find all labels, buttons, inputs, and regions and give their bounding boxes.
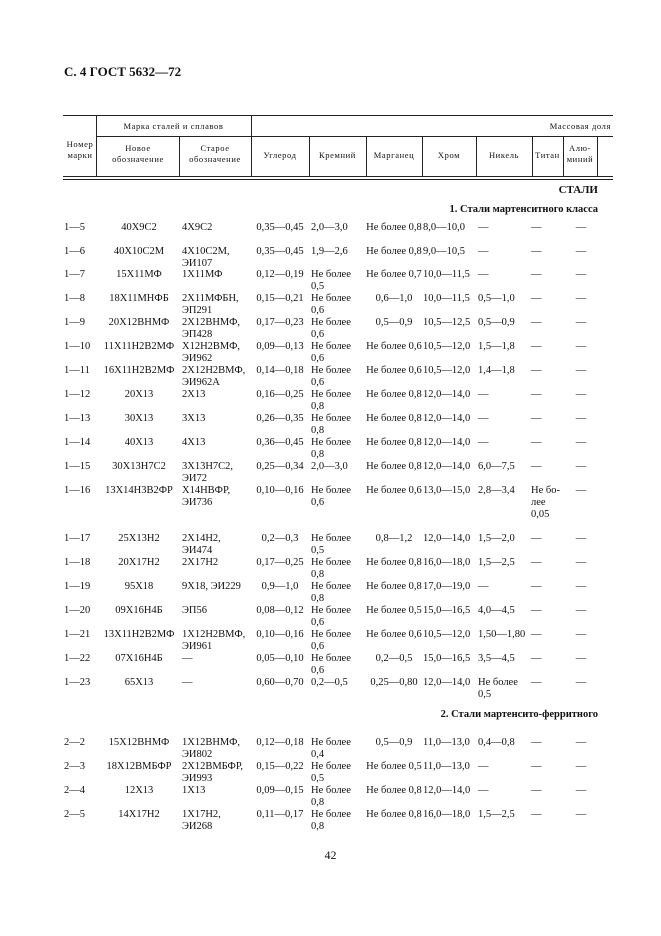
cell-old: 4Х9С2	[182, 222, 213, 233]
cell-mn: Не более 0,5	[366, 605, 422, 616]
cell-new: 12Х13	[124, 785, 154, 796]
main-heading: СТАЛИ	[558, 184, 598, 196]
cell-al: —	[575, 437, 587, 448]
cell-ti: —	[531, 437, 542, 448]
header-nickel: Никель	[488, 150, 520, 160]
cell-new: 13Х14Н3В2ФР	[105, 485, 173, 496]
cell-old: 2Х12ВНМФ, ЭП428	[182, 317, 241, 340]
cell-c: 0,12—0,19	[256, 269, 304, 280]
cell-old: 2Х14Н2, ЭИ474	[182, 533, 221, 556]
cell-c: 0,15—0,22	[256, 761, 304, 772]
cell-new: 25Х13Н2	[118, 533, 160, 544]
cell-cr: 13,0—15,0	[423, 485, 471, 496]
cell-old: 2Х17Н2	[182, 557, 219, 568]
cell-cr: 10,5—12,0	[423, 365, 471, 376]
cell-cr: 10,0—11,5	[423, 269, 470, 280]
cell-cr: 15,0—16,5	[423, 653, 471, 664]
cell-new: 65Х13	[124, 677, 154, 688]
cell-cr: 16,0—18,0	[423, 809, 471, 820]
cell-al: —	[575, 557, 587, 568]
cell-ni: 0,5—0,9	[478, 317, 515, 328]
cell-si: Не более 0,6	[311, 605, 351, 628]
cell-si: Не более 0,8	[311, 785, 351, 808]
cell-old: 2Х11МФБН, ЭП291	[182, 293, 239, 316]
cell-old: —	[182, 653, 193, 664]
cell-old: —	[182, 677, 193, 688]
cell-num: 1—15	[64, 461, 91, 472]
cell-si: 1,9—2,6	[311, 246, 348, 257]
cell-mn: Не более 0,6	[366, 341, 422, 352]
cell-ti: —	[531, 653, 542, 664]
cell-si: Не более 0,6	[311, 629, 351, 652]
cell-cr: 10,5—12,5	[423, 317, 471, 328]
cell-num: 1—14	[64, 437, 91, 448]
cell-c: 0,12—0,18	[256, 737, 304, 748]
cell-mn: Не более 0,5	[366, 761, 422, 772]
cell-new: 11Х11Н2В2МФ	[103, 341, 175, 352]
cell-ti: —	[531, 293, 542, 304]
cell-mn: 0,8—1,2	[375, 533, 413, 544]
cell-ni: 6,0—7,5	[478, 461, 515, 472]
cell-old: 1Х12Н2ВМФ, ЭИ961	[182, 629, 246, 652]
cell-mn: Не более 0,8	[366, 785, 422, 796]
cell-new: 13Х11Н2В2МФ	[103, 629, 175, 640]
cell-mn: Не более 0,8	[366, 389, 422, 400]
cell-ti: —	[531, 605, 542, 616]
cell-c: 0,26—0,35	[256, 413, 304, 424]
cell-al: —	[575, 677, 587, 688]
cell-cr: 16,0—18,0	[423, 557, 471, 568]
cell-new: 20Х12ВНМФ	[108, 317, 170, 328]
page-number: 42	[324, 848, 337, 862]
cell-si: Не более 0,6	[311, 485, 351, 508]
cell-ti: —	[531, 222, 542, 233]
cell-ni: 2,8—3,4	[478, 485, 515, 496]
cell-new: 09Х16Н4Б	[115, 605, 163, 616]
cell-num: 1—18	[64, 557, 91, 568]
cell-old: 4Х10С2М, ЭИ107	[182, 246, 230, 269]
cell-new: 18Х11МНФБ	[109, 293, 169, 304]
cell-al: —	[575, 761, 587, 772]
cell-ti: —	[531, 785, 542, 796]
cell-mn: Не более 0,6	[366, 365, 422, 376]
cell-cr: 9,0—10,5	[423, 246, 465, 257]
cell-new: 15Х11МФ	[116, 269, 162, 280]
cell-num: 1—5	[64, 222, 85, 233]
cell-ni: —	[478, 761, 489, 772]
cell-ti: —	[531, 461, 542, 472]
cell-mn: Не более 0,8	[366, 437, 422, 448]
cell-mn: Не более 0,7	[366, 269, 422, 280]
cell-si: 2,0—3,0	[311, 222, 348, 233]
cell-mn: 0,5—0,9	[375, 317, 413, 328]
cell-ni: 0,4—0,8	[478, 737, 515, 748]
cell-num: 2—4	[64, 785, 85, 796]
cell-ni: —	[478, 389, 489, 400]
cell-ni: 1,5—2,5	[478, 809, 515, 820]
cell-cr: 12,0—14,0	[423, 785, 471, 796]
cell-old: 1Х13	[182, 785, 206, 796]
cell-c: 0,36—0,45	[256, 437, 304, 448]
cell-al: —	[575, 222, 587, 233]
cell-si: Не более 0,8	[311, 389, 351, 412]
col-divider	[597, 136, 598, 176]
cell-al: —	[575, 341, 587, 352]
cell-c: 0,15—0,21	[256, 293, 304, 304]
cell-si: Не более 0,6	[311, 653, 351, 676]
cell-old: 1Х17Н2, ЭИ268	[182, 809, 221, 832]
cell-mn: Не более 0,6	[366, 629, 422, 640]
cell-old: 2Х13	[182, 389, 206, 400]
cell-old: 1Х11МФ	[182, 269, 223, 280]
header-manganese: Марганец	[373, 150, 415, 160]
cell-num: 1—23	[64, 677, 91, 688]
cell-num: 2—3	[64, 761, 85, 772]
header-staroe: Старое обозначение	[189, 143, 241, 164]
cell-al: —	[575, 533, 587, 544]
cell-old: 3Х13Н7С2, ЭИ72	[182, 461, 234, 484]
cell-new: 16Х11Н2В2МФ	[103, 365, 175, 376]
cell-c: 0,2—0,3	[261, 533, 299, 544]
header-carbon: Углерод	[263, 150, 297, 160]
cell-al: —	[575, 246, 587, 257]
cell-ni: 1,5—2,5	[478, 557, 515, 568]
header-bottom-rule	[63, 176, 613, 177]
cell-ni: 1,5—2,0	[478, 533, 515, 544]
cell-old: Х14НВФР, ЭИ736	[182, 485, 231, 508]
header-massovaya: Массовая доля	[549, 121, 611, 131]
cell-num: 1—10	[64, 341, 91, 352]
cell-old: Х12Н2ВМФ, ЭИ962	[182, 341, 241, 364]
cell-cr: 12,0—14,0	[423, 533, 471, 544]
cell-ti: —	[531, 365, 542, 376]
cell-num: 1—17	[64, 533, 91, 544]
cell-ni: —	[478, 581, 489, 592]
cell-num: 1—22	[64, 653, 91, 664]
cell-old: 1Х12ВНМФ, ЭИ802	[182, 737, 241, 760]
cell-num: 2—2	[64, 737, 85, 748]
cell-si: 2,0—3,0	[311, 461, 348, 472]
cell-si: Не более 0,6	[311, 341, 351, 364]
cell-ti: —	[531, 389, 542, 400]
cell-al: —	[575, 809, 587, 820]
cell-si: Не более 0,5	[311, 269, 351, 292]
cell-mn: 0,5—0,9	[375, 737, 413, 748]
cell-mn: 0,6—1,0	[375, 293, 413, 304]
col-divider	[179, 136, 180, 176]
cell-mn: Не более 0,6	[366, 485, 422, 496]
cell-old: 3Х13	[182, 413, 206, 424]
cell-mn: Не более 0,8	[366, 246, 422, 257]
cell-c: 0,17—0,23	[256, 317, 304, 328]
cell-si: Не более 0,8	[311, 557, 351, 580]
cell-ni: 1,5—1,8	[478, 341, 515, 352]
cell-num: 2—5	[64, 809, 85, 820]
cell-c: 0,10—0,16	[256, 629, 304, 640]
cell-num: 1—6	[64, 246, 85, 257]
header-nomer: Номер марки	[66, 139, 94, 160]
cell-cr: 12,0—14,0	[423, 389, 471, 400]
cell-num: 1—11	[64, 365, 90, 376]
cell-cr: 10,5—12,0	[423, 629, 471, 640]
cell-ni: —	[478, 785, 489, 796]
cell-cr: 15,0—16,5	[423, 605, 471, 616]
cell-num: 1—21	[64, 629, 91, 640]
cell-si: Не более 0,8	[311, 809, 351, 832]
cell-c: 0,08—0,12	[256, 605, 304, 616]
cell-ti: Не бо-лее 0,05	[531, 485, 560, 520]
page-header: С. 4 ГОСТ 5632—72	[64, 64, 182, 79]
cell-ti: —	[531, 269, 542, 280]
section2-title: 2. Стали мартенсито-ферритного	[440, 709, 598, 720]
cell-num: 1—8	[64, 293, 85, 304]
cell-al: —	[575, 317, 587, 328]
cell-al: —	[575, 389, 587, 400]
cell-ni: —	[478, 437, 489, 448]
cell-ti: —	[531, 809, 542, 820]
cell-ni: —	[478, 222, 489, 233]
cell-c: 0,11—0,17	[256, 809, 304, 820]
cell-si: Не более 0,6	[311, 317, 351, 340]
header-top-rule	[63, 115, 613, 116]
cell-c: 0,9—1,0	[261, 581, 299, 592]
cell-si: Не более 0,5	[311, 533, 351, 556]
cell-al: —	[575, 605, 587, 616]
cell-old: 2Х12ВМБФР, ЭИ993	[182, 761, 243, 784]
cell-mn: Не более 0,8	[366, 809, 422, 820]
cell-ti: —	[531, 246, 542, 257]
cell-new: 14Х17Н2	[118, 809, 160, 820]
cell-ti: —	[531, 533, 542, 544]
cell-cr: 12,0—14,0	[423, 677, 471, 688]
cell-si: Не более 0,6	[311, 365, 351, 388]
cell-num: 1—7	[64, 269, 85, 280]
cell-num: 1—19	[64, 581, 91, 592]
cell-ti: —	[531, 761, 542, 772]
cell-ti: —	[531, 413, 542, 424]
cell-si: Не более 0,8	[311, 581, 351, 604]
header-novoe: Новое обозначение	[112, 143, 164, 164]
cell-cr: 8,0—10,0	[423, 222, 465, 233]
cell-si: 0,2—0,5	[311, 677, 348, 688]
cell-cr: 12,0—14,0	[423, 413, 471, 424]
cell-ti: —	[531, 317, 542, 328]
cell-new: 20Х13	[124, 389, 154, 400]
cell-cr: 11,0—13,0	[423, 737, 470, 748]
cell-new: 15Х12ВНМФ	[108, 737, 170, 748]
cell-ni: —	[478, 246, 489, 257]
col-divider	[251, 115, 252, 176]
cell-old: 9Х18, ЭИ229	[182, 581, 241, 592]
cell-ni: —	[478, 413, 489, 424]
cell-cr: 12,0—14,0	[423, 461, 471, 472]
cell-cr: 11,0—13,0	[423, 761, 470, 772]
header-aluminium: Алю-миний	[566, 143, 594, 164]
cell-c: 0,09—0,13	[256, 341, 304, 352]
header-chromium: Хром	[437, 150, 461, 160]
cell-al: —	[575, 269, 587, 280]
cell-ni: 0,5—1,0	[478, 293, 515, 304]
cell-al: —	[575, 581, 587, 592]
cell-ni: —	[478, 269, 489, 280]
cell-si: Не более 0,5	[311, 761, 351, 784]
cell-ni: 3,5—4,5	[478, 653, 515, 664]
cell-c: 0,60—0,70	[256, 677, 304, 688]
cell-new: 40Х9С2	[121, 222, 157, 233]
cell-mn: 0,2—0,5	[375, 653, 413, 664]
cell-ni: Не более 0,5	[478, 677, 518, 700]
cell-al: —	[575, 629, 587, 640]
cell-ti: —	[531, 581, 542, 592]
cell-mn: Не более 0,8	[366, 461, 422, 472]
cell-mn: Не более 0,8	[366, 557, 422, 568]
cell-new: 95Х18	[124, 581, 154, 592]
cell-num: 1—20	[64, 605, 91, 616]
cell-ni: 1,4—1,8	[478, 365, 515, 376]
cell-c: 0,35—0,45	[256, 222, 304, 233]
cell-num: 1—13	[64, 413, 91, 424]
cell-new: 30Х13	[124, 413, 154, 424]
cell-al: —	[575, 785, 587, 796]
cell-si: Не более 0,8	[311, 437, 351, 460]
cell-new: 30Х13Н7С2	[112, 461, 166, 472]
cell-al: —	[575, 653, 587, 664]
cell-al: —	[575, 365, 587, 376]
cell-new: 20Х17Н2	[118, 557, 160, 568]
cell-si: Не более 0,6	[311, 293, 351, 316]
cell-al: —	[575, 737, 587, 748]
header-silicon: Кремний	[319, 150, 356, 160]
cell-c: 0,09—0,15	[256, 785, 304, 796]
header-bottom-rule-2	[63, 179, 613, 180]
cell-c: 0,10—0,16	[256, 485, 304, 496]
cell-old: 4Х13	[182, 437, 206, 448]
cell-ti: —	[531, 629, 542, 640]
cell-si: Не более 0,4	[311, 737, 351, 760]
cell-mn: Не более 0,8	[366, 581, 422, 592]
cell-num: 1—12	[64, 389, 91, 400]
cell-mn: Не более 0,8	[366, 413, 422, 424]
cell-new: 40Х10С2М	[113, 246, 165, 257]
cell-num: 1—16	[64, 485, 91, 496]
cell-old: ЭП56	[182, 605, 208, 616]
cell-old: 2Х12Н2ВМФ, ЭИ962А	[182, 365, 246, 388]
cell-c: 0,35—0,45	[256, 246, 304, 257]
cell-cr: 17,0—19,0	[423, 581, 471, 592]
cell-si: Не более 0,8	[311, 413, 351, 436]
cell-new: 18Х12ВМБФР	[106, 761, 172, 772]
cell-al: —	[575, 293, 587, 304]
cell-ni: 4,0—4,5	[478, 605, 515, 616]
cell-new: 40Х13	[124, 437, 154, 448]
cell-c: 0,14—0,18	[256, 365, 304, 376]
cell-cr: 10,0—11,5	[423, 293, 470, 304]
cell-al: —	[575, 413, 587, 424]
cell-ti: —	[531, 341, 542, 352]
cell-c: 0,17—0,25	[256, 557, 304, 568]
cell-new: 07Х16Н4Б	[115, 653, 163, 664]
cell-al: —	[575, 485, 587, 496]
cell-mn: Не более 0,8	[366, 222, 422, 233]
cell-ti: —	[531, 677, 542, 688]
section1-title: 1. Стали мартенситного класса	[449, 204, 598, 215]
cell-num: 1—9	[64, 317, 85, 328]
cell-ni: 1,50—1,80	[478, 629, 526, 640]
header-marka: Марка сталей и сплавов	[123, 121, 224, 131]
cell-ti: —	[531, 737, 542, 748]
cell-cr: 12,0—14,0	[423, 437, 471, 448]
header-titanium: Титан	[535, 150, 560, 160]
cell-cr: 10,5—12,0	[423, 341, 471, 352]
cell-c: 0,16—0,25	[256, 389, 304, 400]
cell-al: —	[575, 461, 587, 472]
header-mid-rule	[96, 136, 613, 137]
cell-ti: —	[531, 557, 542, 568]
cell-c: 0,25—0,34	[256, 461, 304, 472]
cell-mn: 0,25—0,80	[370, 677, 418, 688]
cell-c: 0,05—0,10	[256, 653, 304, 664]
